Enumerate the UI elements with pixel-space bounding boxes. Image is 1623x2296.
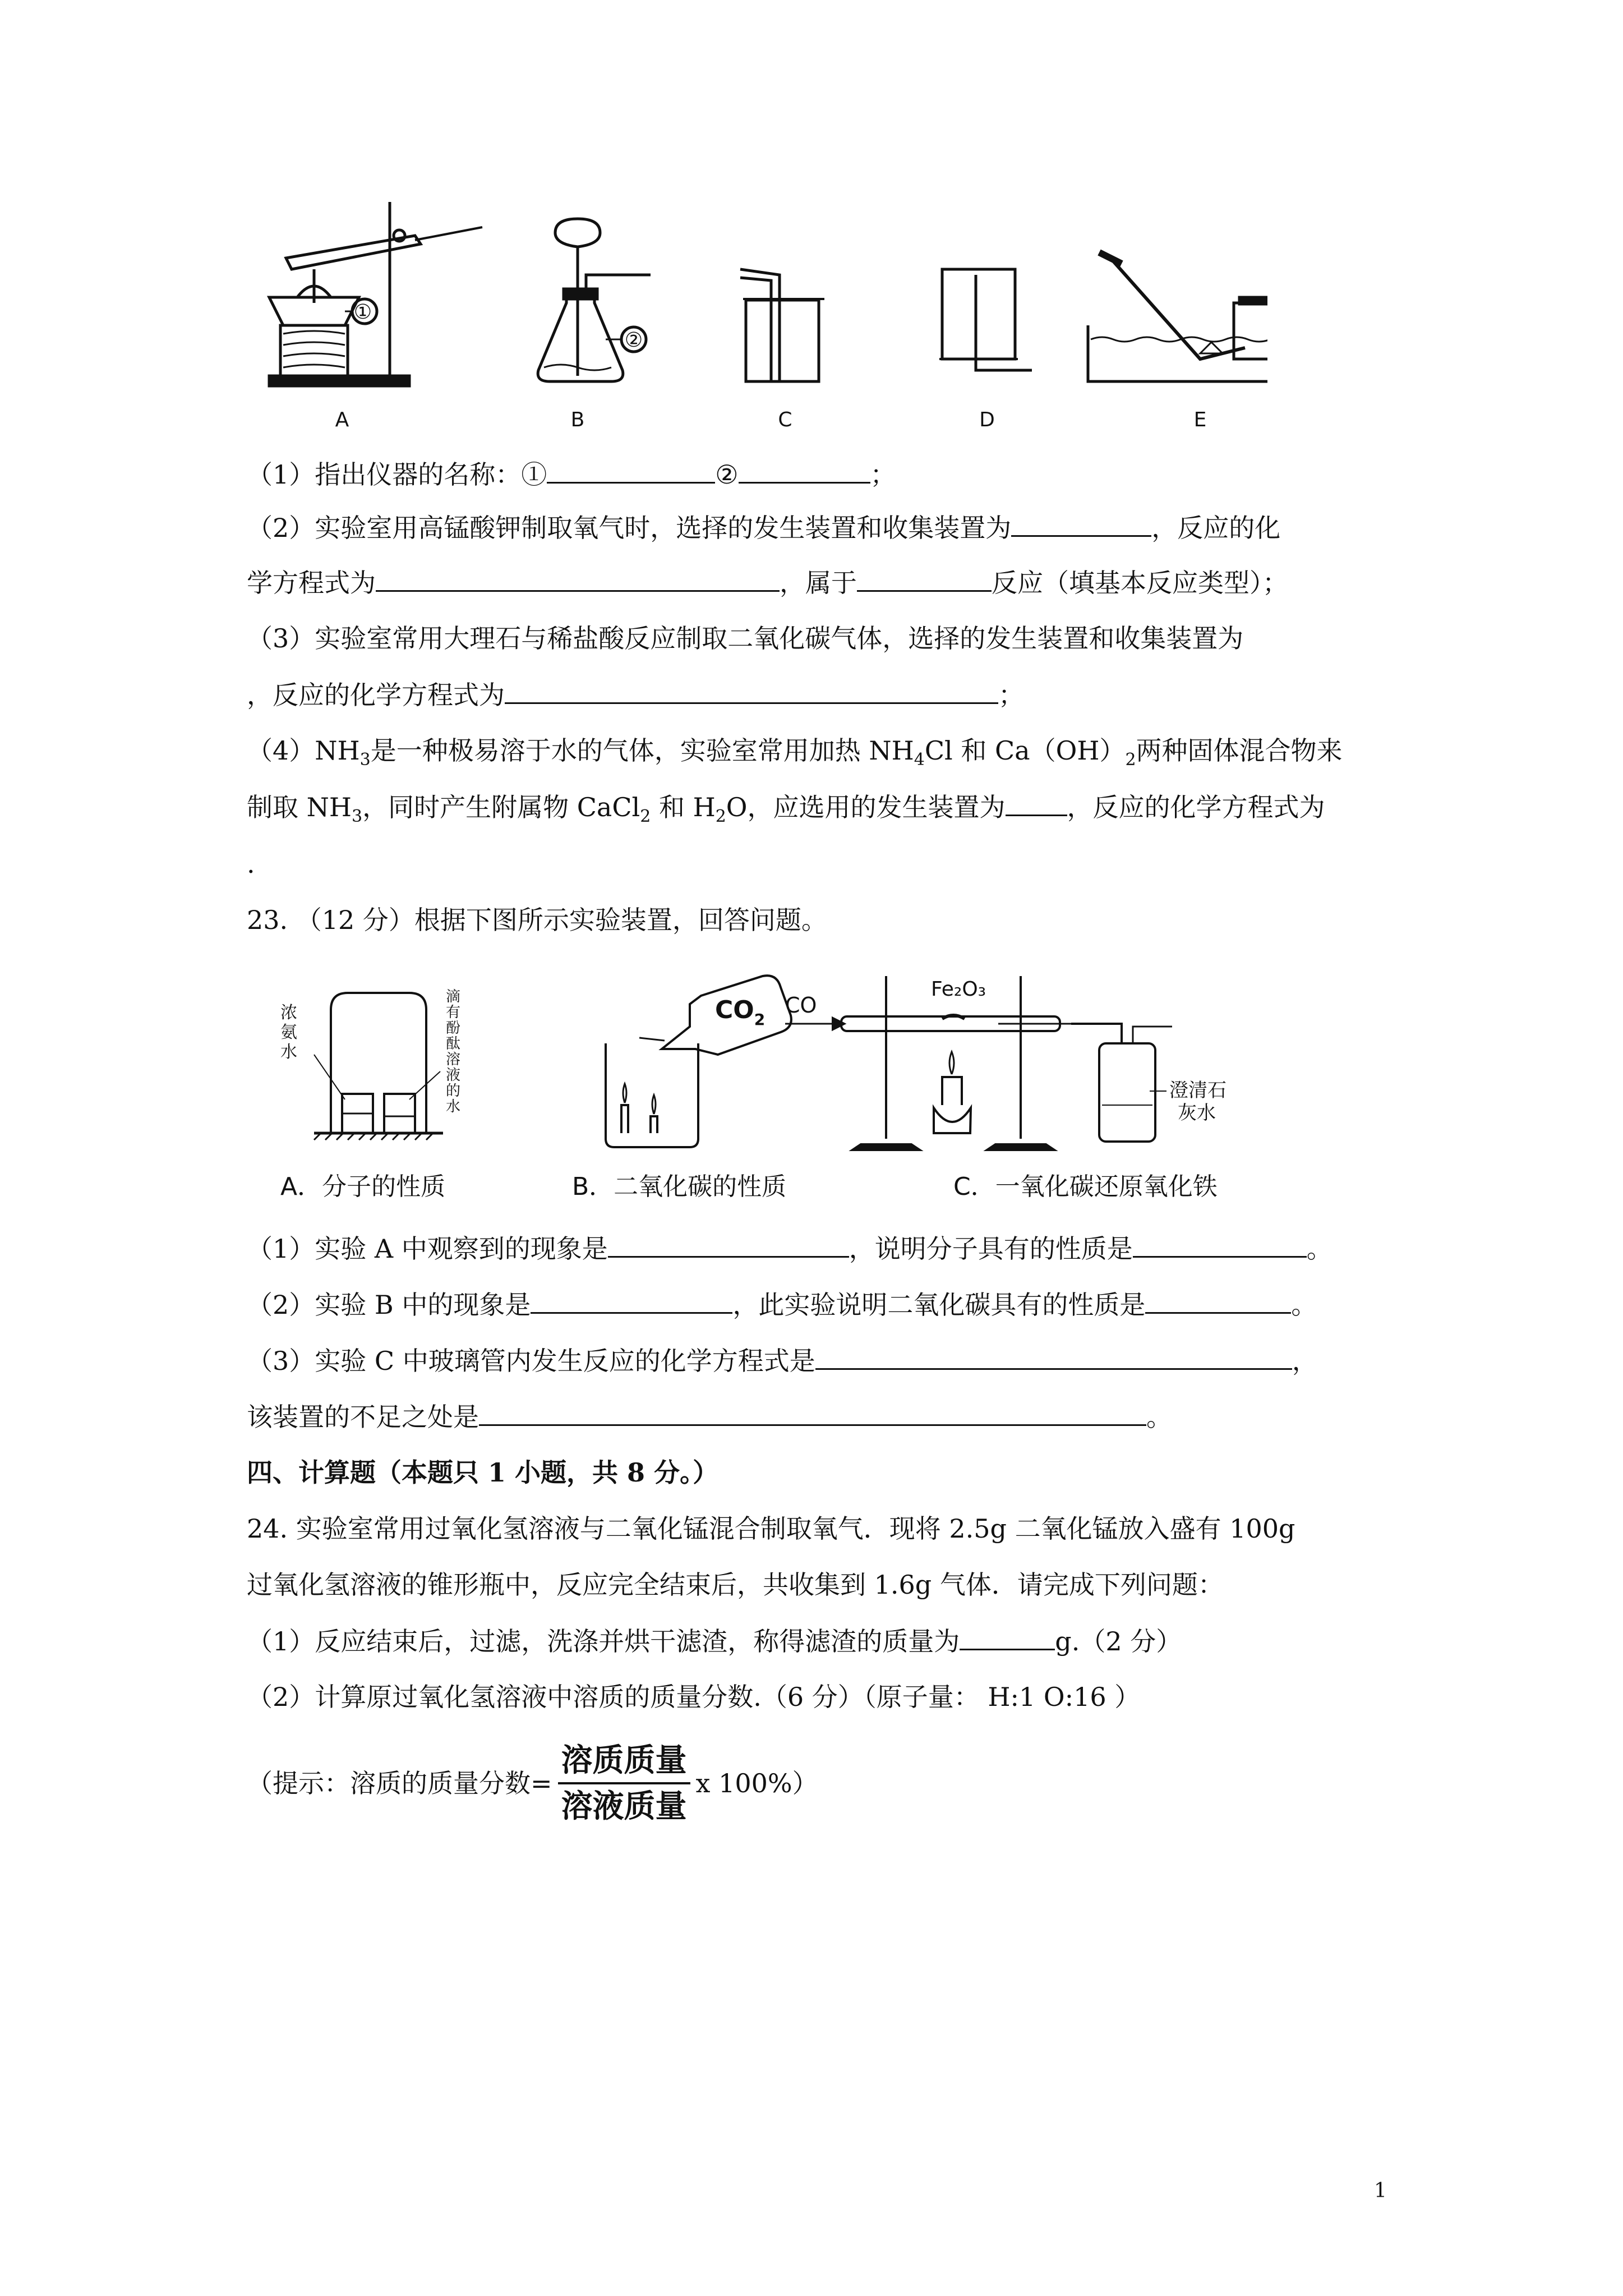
q22-part4-line2: 制取 $NH_3$，同时产生附属物 CaCl$_2$ 和 $H_2O$，应选用的发生装置为 ，反应的化学方程式为 — [247, 790, 1325, 834]
blank-6[interactable] — [505, 678, 998, 704]
q24-part1: （1）反应结束后，过滤，洗涤并烘干滤渣，称得滤渣的质量为 g.（2 分） — [247, 1624, 1182, 1658]
apparatus-b — [538, 219, 651, 381]
label-phenol-2: 有 — [446, 1004, 461, 1021]
label-phenol-7: 的 — [446, 1083, 461, 1099]
label-phenol-1: 滴 — [446, 988, 461, 1005]
q23-part3-line1: （3）实验 C 中玻璃管内发生反应的化学方程式是 ， — [247, 1343, 1318, 1378]
label-e: E — [1193, 408, 1207, 431]
mass-fraction-formula: $\frac{\text{溶质质量}}{\text{溶液质量}}$ — [558, 1742, 690, 1825]
caption-b: B．二氧化碳的性质 — [572, 1172, 787, 1201]
q23-part2: （2）实验 B 中的现象是 ，此实验说明二氧化碳具有的性质是 。 — [247, 1287, 1317, 1322]
label-fe2o3: Fe₂O₃ — [931, 978, 986, 1001]
q22-part2-line1: （2）实验室用高锰酸钾制取氧气时，选择的发生装置和收集装置为 ，反应的化 — [247, 510, 1280, 545]
label-ammonia-1: 浓 — [280, 1003, 297, 1023]
blank-8[interactable] — [608, 1231, 849, 1258]
q22-part3-line2: ，反应的化学方程式为 ； — [247, 678, 1024, 712]
label-phenol-6: 液 — [446, 1067, 461, 1084]
q24-line1: 24. 实验室常用过氧化氢溶液与二氧化锰混合制取氧气．现将 2.5g 二氧化锰放入盛有 100g — [247, 1513, 1295, 1544]
label-limewater-2: 灰水 — [1178, 1102, 1216, 1124]
q23-part3-line2: 该装置的不足之处是 。 — [247, 1400, 1172, 1434]
blank-4[interactable] — [376, 565, 780, 592]
label-a: A — [335, 408, 349, 431]
marker-1: ① — [353, 301, 372, 324]
blank-13[interactable] — [479, 1400, 1146, 1426]
q22-part4-line3: . — [247, 849, 255, 879]
experiment-b — [606, 976, 791, 1147]
q22-part1: （1）指出仪器的名称：① ② ； — [247, 457, 896, 491]
label-phenol-5: 溶 — [446, 1051, 461, 1068]
marker-2: ② — [624, 329, 643, 352]
q22-part3-line1: （3）实验室常用大理石与稀盐酸反应制取二氧化碳气体，选择的发生装置和收集装置为 — [247, 623, 1244, 654]
q22-part4-line1: $(4)NH_3$是一种极易溶于水的气体，实验室常用加热 $NH_4Cl$ 和 $Ca(OH)_2$两种固体混合物来 — [247, 735, 1343, 770]
label-d: D — [979, 408, 995, 431]
label-c: C — [778, 408, 792, 431]
page-number: 1 — [1374, 2179, 1387, 2202]
label-co2: $CO_2$ — [715, 996, 766, 1029]
q24-part2: （2）计算原过氧化氢溶液中溶质的质量分数.（6 分）（原子量： H:1 O:16 ） — [247, 1682, 1141, 1712]
label-phenol-8: 水 — [446, 1098, 461, 1115]
q23-title: 23. （12 分）根据下图所示实验装置，回答问题。 — [247, 905, 827, 935]
experiment-a — [314, 993, 443, 1140]
blank-9[interactable] — [1133, 1231, 1307, 1258]
caption-a: A．分子的性质 — [280, 1172, 446, 1201]
label-phenol-4: 酞 — [446, 1036, 461, 1052]
apparatus-figure — [247, 191, 1267, 438]
blank-3[interactable] — [1011, 510, 1151, 537]
q23-part1: （1）实验 A 中观察到的现象是 ，说明分子具有的性质是 。 — [247, 1231, 1332, 1266]
blank-2[interactable] — [739, 457, 870, 484]
q24-hint: （提示：溶质的质量分数= $\frac{\text{溶质质量}}{\text{溶液质量}}$ x 100%） — [247, 1742, 818, 1825]
label-ammonia-3: 水 — [280, 1042, 297, 1062]
blank-12[interactable] — [815, 1343, 1292, 1370]
apparatus-a — [269, 202, 482, 386]
blank-1[interactable] — [547, 457, 715, 484]
label-ammonia-2: 氨 — [280, 1023, 297, 1042]
experiment-figure — [247, 965, 1357, 1212]
experiment-c — [785, 976, 1172, 1150]
blank-5[interactable] — [857, 565, 992, 592]
blank-7[interactable] — [1006, 790, 1067, 816]
label-limewater-1: 澄清石 — [1169, 1079, 1227, 1102]
q24-line2: 过氧化氢溶液的锥形瓶中，反应完全结束后，共收集到 1.6g 气体．请完成下列问题： — [247, 1570, 1224, 1600]
label-phenol-3: 酚 — [446, 1020, 461, 1037]
apparatus-c — [740, 269, 824, 381]
blank-10[interactable] — [531, 1287, 732, 1314]
blank-14[interactable] — [960, 1624, 1055, 1650]
apparatus-e — [1088, 252, 1267, 381]
label-b: B — [570, 408, 585, 431]
section-4-title: 四、计算题（本题只 1 小题，共 8 分。） — [247, 1457, 719, 1488]
label-co: CO — [785, 993, 817, 1018]
q22-part2-line2: 学方程式为 ，属于 反应（填基本反应类型）； — [247, 565, 1288, 600]
caption-c: C．一氧化碳还原氧化铁 — [953, 1172, 1218, 1201]
blank-11[interactable] — [1145, 1287, 1291, 1314]
apparatus-d — [939, 269, 1032, 370]
